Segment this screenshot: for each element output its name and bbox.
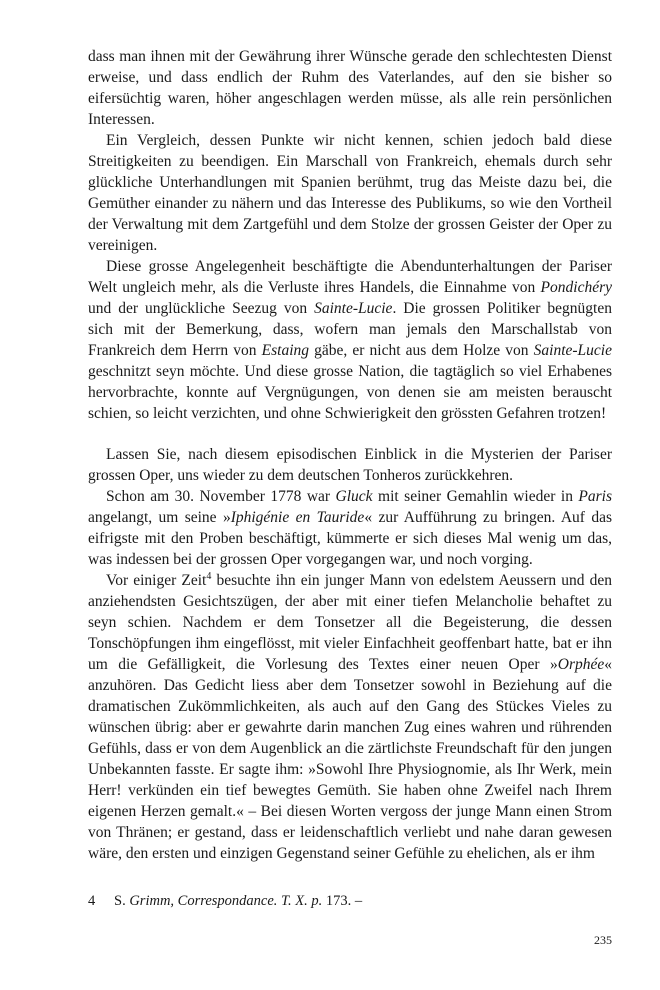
text-run: S. bbox=[114, 893, 130, 909]
paragraph bbox=[88, 570, 612, 864]
text-run: Diese grosse Angelegenheit beschäftigte die Abendunterhaltungen der Pariser Welt ungleich mehr, als die Verluste ihres Handels, die Einnahme von bbox=[88, 258, 612, 296]
italic-run: Pondichéry bbox=[540, 279, 612, 296]
text-run: mit seiner Gemahlin wieder in bbox=[372, 488, 579, 505]
page-body bbox=[88, 46, 612, 864]
text-run: und der unglückliche Seezug von bbox=[88, 300, 315, 317]
paragraph bbox=[88, 256, 612, 424]
text-run: angelangt, um seine » bbox=[88, 509, 231, 526]
italic-run: Sainte-Lucie bbox=[314, 300, 393, 317]
italic-run: Grimm, Correspondance. T. X. p. bbox=[129, 893, 323, 909]
text-run: geschnitzt seyn möchte. Und diese grosse Nation, die tagtäglich so viel Erhabenes hervorbrachte, konnte auf Vergnügungen, von denen sie am meisten berauscht schien, so leicht verzichten, und ohne Schwierigkeit den grössten Gefahren trotzen! bbox=[88, 363, 612, 422]
footnote-text bbox=[114, 893, 362, 909]
footnote bbox=[88, 891, 612, 911]
italic-run: Sainte-Lucie bbox=[533, 342, 612, 359]
footnote-reference: 4 bbox=[206, 571, 212, 582]
paragraph bbox=[88, 46, 612, 130]
text-run: dass man ihnen mit der Gewährung ihrer Wünsche gerade den schlechtesten Dienst erweise, und dass endlich der Ruhm des Vaterlandes, auf den sie bisher so eifersüchtig waren, höher angeschlagen werden müsse, als alle rein persönlichen Interessen. bbox=[88, 48, 612, 128]
text-run: Vor einiger Zeit bbox=[106, 572, 207, 589]
footnote-number: 4 bbox=[88, 893, 96, 909]
text-run: Schon am 30. November 1778 war bbox=[106, 488, 336, 505]
paragraph bbox=[88, 444, 612, 486]
text-run: Ein Vergleich, dessen Punkte wir nicht kennen, schien jedoch bald diese Streitigkeiten zu beendigen. Ein Marschall von Frankreich, ehemals durch sehr glückliche Unterhandlungen mit Spanien berühmt, trug das Meiste dazu bei, die Gemüther einander zu nähern und das Interesse des Publikums, so wie den Vortheil der Verwaltung mit dem Zartgefühl und dem Stolze der grossen Geister der Oper zu vereinigen. bbox=[88, 132, 612, 254]
section-break bbox=[88, 424, 612, 444]
text-run: besuchte ihn ein junger Mann von edelstem Aeussern und den anziehendsten Gesichtszügen, der aber mit einer tiefen Melancholie behaftet zu seyn schien. Nachdem er dem Tonsetzer all die Begeisterung, die dessen Tonschöpfungen ihm eingeflösst, mit vieler Einfachheit geoffenbart hatte, bat er ihn um die Gefälligkeit, die Vorlesung des Textes einer neuen Oper » bbox=[88, 572, 612, 673]
italic-run: Estaing bbox=[261, 342, 310, 359]
text-run: 173. – bbox=[322, 893, 363, 909]
text-run: Lassen Sie, nach diesem episodischen Einblick in die Mysterien der Pariser grossen Oper, uns wieder zu dem deutschen Tonheros zurückkehren. bbox=[88, 446, 612, 484]
page-number: 235 bbox=[594, 933, 612, 947]
text-run: « anzuhören. Das Gedicht liess aber dem Tonsetzer sowohl in Beziehung auf die dramatischen Zukömmlichkeiten, als auch auf den Gang des Stückes Vieles zu wünschen übrig: aber er gewahrte darin manchen Zug eines wahren und rührenden Gefühls, dass er von dem Augenblick an die zärtlichste Freundschaft für den jungen Unbekannten fasste. Er sagte ihm: »Sowohl Ihre Physiognomie, als Ihr Werk, mein Herr! verkünden ein tief bewegtes Gemüth. Sie haben ohne Zweifel nach Ihrem eigenen Herzen gemalt.« – Bei diesen Worten vergoss der junge Mann einen Strom von Thränen; er gestand, dass er leidenschaftlich verliebt und nahe daran gewesen wäre, den ersten und einzigen Gegenstand seiner Gefühle zu ehelichen, als er ihm bbox=[88, 656, 612, 862]
italic-run: Gluck bbox=[335, 488, 373, 505]
text-run: . Die grossen Politiker begnügten sich mit der Bemerkung, dass, wofern man jemals den Marschallstab von Frankreich dem Herrn von bbox=[88, 300, 612, 359]
text-run: gäbe, er nicht aus dem Holze von bbox=[309, 342, 534, 359]
italic-run: Paris bbox=[578, 488, 613, 505]
paragraph bbox=[88, 130, 612, 256]
text-run: « zur Aufführung zu bringen. Auf das eifrigste mit den Proben beschäftigt, kümmerte er sich dieses Mal wenig um das, was indessen bei der grossen Oper vorgegangen war, und noch vorging. bbox=[88, 509, 612, 568]
italic-run: Iphigénie en Tauride bbox=[230, 509, 365, 526]
paragraph bbox=[88, 486, 612, 570]
italic-run: Orphée bbox=[557, 656, 605, 673]
